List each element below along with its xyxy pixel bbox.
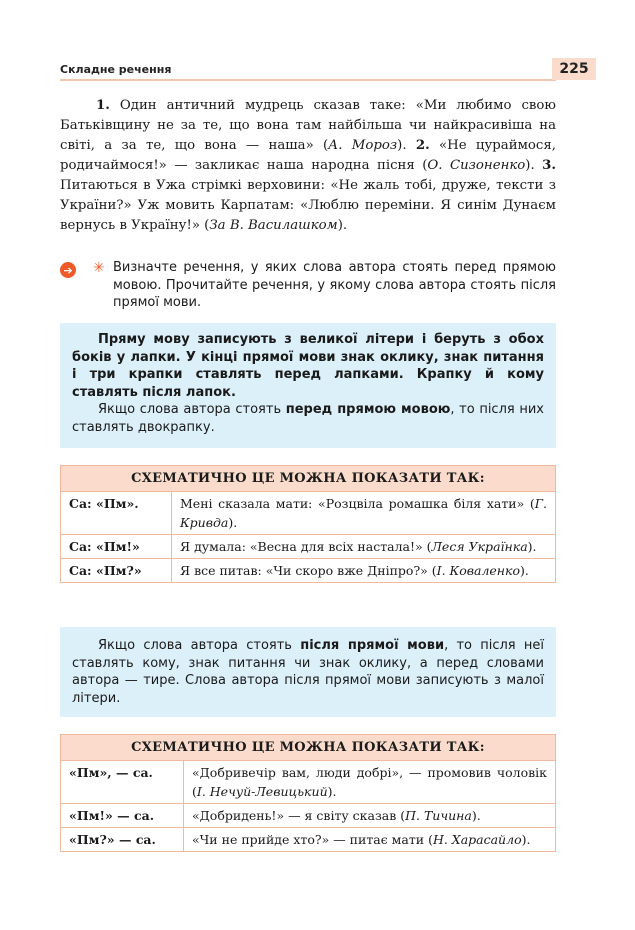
example-cell [172, 492, 556, 535]
example-end: ). [527, 539, 537, 554]
sentence-number-1: 1. [96, 98, 110, 113]
scheme-cell: «Пм», — са. [61, 761, 184, 804]
sentence-1: Один античний мудрець сказав таке: «Ми любимо свою Батьківщину не за те, що вона там найбільша чи найкрасивіша на світі, а за те, що вона — наша» ( [60, 98, 556, 153]
header-divider [60, 79, 556, 81]
rule-box-after [60, 627, 556, 717]
scheme-table-after [60, 734, 556, 852]
example-text: «Чи не прийде хто?» — питає мати ( [192, 832, 433, 847]
table-heading: СХЕМАТИЧНО ЦЕ МОЖНА ПОКАЗАТИ ТАК: [61, 466, 556, 492]
scheme-cell: «Пм!» — са. [61, 804, 184, 828]
example-text: Мені сказала мати: «Розцвіла ромашка біля хати» ( [180, 496, 535, 511]
example-text: «Добридень!» — я світу сказав ( [192, 808, 406, 823]
rule-colon-bold: перед прямою мовою [285, 402, 451, 417]
section-title: Складне речення [60, 63, 172, 76]
rule-after-bold: після прямої мови [300, 638, 445, 653]
sentence-3-end: ). [337, 218, 348, 233]
example-end: ). [228, 515, 238, 530]
scheme-cell: «Пм?» — са. [61, 828, 184, 852]
sentence-number-3: 3. [542, 158, 556, 173]
table-row [61, 804, 556, 828]
example-end: ). [521, 832, 531, 847]
example-end: ). [520, 563, 529, 578]
table-row [61, 761, 556, 804]
scheme-cell: Са: «Пм?» [61, 559, 172, 583]
table-heading: СХЕМАТИЧНО ЦЕ МОЖНА ПОКАЗАТИ ТАК: [61, 735, 556, 761]
sentence-number-2: 2. [415, 138, 430, 153]
table-row [61, 535, 556, 559]
rule-box-before [60, 323, 556, 448]
arrow-right-icon: ➔ [60, 262, 76, 278]
table-row [61, 828, 556, 852]
example-author: Н. Харасайло [432, 832, 522, 847]
example-author: Леся Українка [431, 539, 528, 554]
example-author: І. Коваленко [436, 563, 521, 578]
example-author: І. Нечуй-Левицький [196, 784, 328, 799]
example-author: П. Тичина [405, 808, 472, 823]
rule-bold-text: Пряму мову записують з великої літери і беруть з обох боків у лапки. У кінці прямої мови знак оклику, знак питання і три крапки ставлять перед лапками. Крапку й кому ставлять після лапок. [72, 332, 544, 400]
example-text: Я все питав: «Чи скоро вже Дніпро?» ( [180, 563, 437, 578]
example-cell [184, 804, 556, 828]
table-row [61, 559, 556, 583]
example-cell [172, 535, 556, 559]
author-1: А. Мороз [328, 138, 398, 153]
asterisk-icon: ✳ [93, 260, 105, 276]
author-3: За В. Василашком [209, 218, 338, 233]
rule-colon-end: , то після них ставлять двокрапку. [72, 402, 544, 435]
example-text: «Добривечір вам, люди добрі», — промовив чоловік ( [192, 765, 547, 799]
scheme-cell: Са: «Пм!» [61, 535, 172, 559]
example-cell [184, 761, 556, 804]
example-cell [184, 828, 556, 852]
excerpt-paragraph [60, 96, 556, 236]
sentence-1-end: ). [397, 138, 416, 153]
sentence-2: «Не цураймося, родичаймося!» — закликає наша народна пісня ( [60, 138, 556, 173]
rule-after-start: Якщо слова автора стоять [98, 638, 301, 653]
example-text: Я думала: «Весна для всіх настала!» ( [180, 539, 432, 554]
sentence-2-end: ). [525, 158, 543, 173]
scheme-table-before [60, 465, 556, 583]
table-row [61, 492, 556, 535]
example-author: Г. Кривда [180, 496, 547, 530]
example-cell [172, 559, 556, 583]
page-number: 225 [552, 58, 596, 80]
rule-colon-text [72, 401, 544, 436]
example-end: ). [471, 808, 481, 823]
author-2: О. Сизоненко [427, 158, 526, 173]
task-instruction: Визначте речення, у яких слова автора стоять перед прямою мовою. Прочитайте речення, у якому слова автора стоять після прямої мови. [113, 260, 556, 310]
rule-after-text [72, 637, 544, 707]
rule-after-end: , то після неї ставлять кому, знак питання чи знак оклику, а перед словами автора — тире. Слова автора після прямої мови записують з малої літери. [72, 638, 544, 706]
scheme-cell: Са: «Пм». [61, 492, 172, 535]
example-end: ). [327, 784, 337, 799]
sentence-3: Питаються в Ужа стрімкі верховини: «Не жаль тобі, друже, тексти з України?» Уж мовить Карпатам: «Люблю переміни. Я синім Дунаєм вернусь в Україну!» ( [60, 178, 556, 233]
page-header [0, 58, 596, 80]
rule-colon-start: Якщо слова автора стоять [98, 402, 286, 417]
